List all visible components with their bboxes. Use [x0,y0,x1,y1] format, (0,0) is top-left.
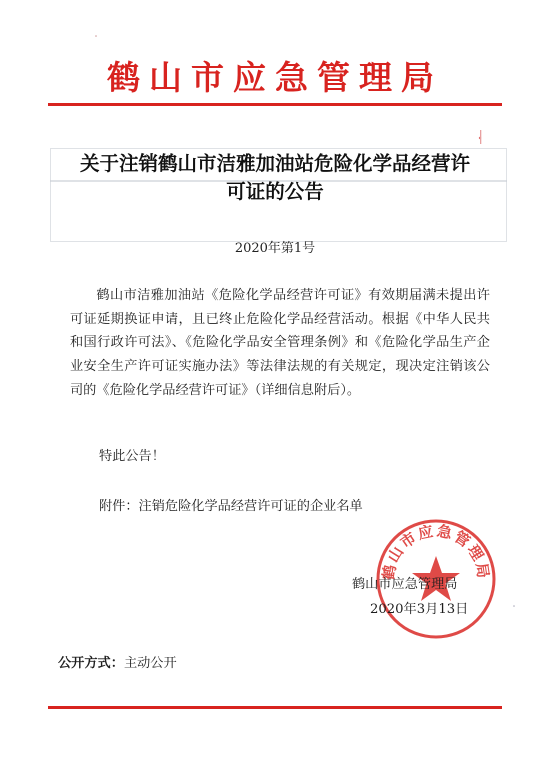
notice-body: 鹤山市洁雅加油站《危险化学品经营许可证》有效期届满未提出许可证延期换证申请，且已终止危险化学品经营活动。根据《中华人民共和国行政许可法》、《危险化学品安全管理条例》和《危险化学品生产企业安全生产许可证实施办法》等法律法规的有关规定，现决定注销该公司的《危险化学品经营许可证》（详细信息附后）。 [70,288,490,398]
disclosure-line [58,652,177,671]
disclosure-value: 主动公开 [123,656,177,671]
seal-text: 鹤山市应急管理局 [379,521,493,582]
attachment-line: 附件：注销危险化学品经营许可证的企业名单 [99,499,363,514]
org-header: 鹤山市应急管理局 [107,58,443,97]
disclosure-label: 公开方式： [58,656,124,671]
notice-title-line1: 关于注销鹤山市洁雅加油站危险化学品经营许 [79,152,470,175]
header-rule [48,103,502,106]
special-notice: 特此公告！ [99,449,165,464]
notice-title [0,150,550,206]
notice-title-line2: 可证的公告 [226,180,324,203]
signature-date: 2020年3月13日 [370,602,469,617]
signer: 鹤山市应急管理局 [352,577,458,592]
footer-rule [48,706,502,709]
doc-number: 2020年第1号 [234,241,316,256]
